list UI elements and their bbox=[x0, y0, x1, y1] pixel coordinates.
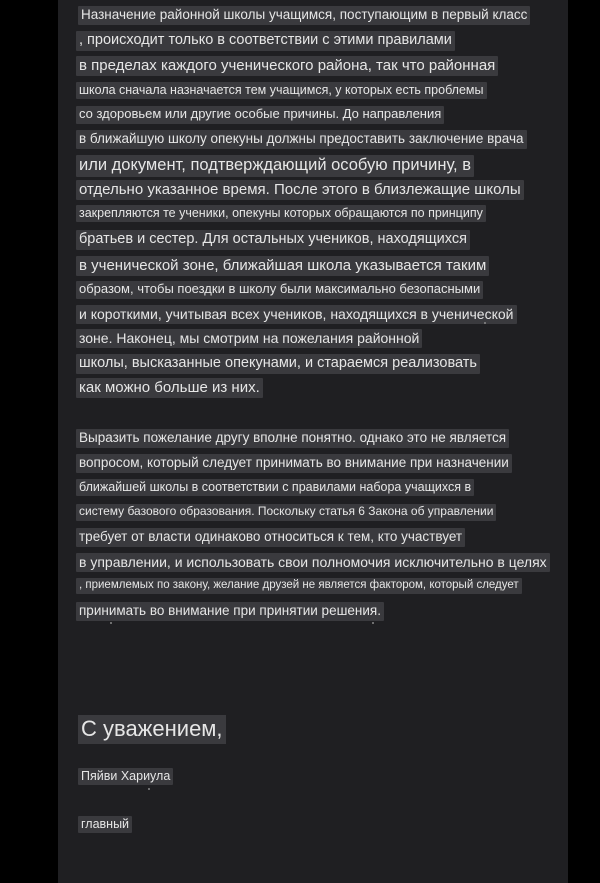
text-line: Выразить пожелание другу вполне понятно. однако это не является bbox=[76, 429, 509, 448]
signature-name: Пяйви Хариула bbox=[78, 768, 173, 785]
text-line: зоне. Наконец, мы смотрим на пожелания районной bbox=[76, 329, 422, 348]
text-line: и короткими, учитывая всех учеников, находящихся в ученической bbox=[76, 305, 517, 324]
text-line: закрепляются те ученики, опекуны которых обращаются по принципу bbox=[76, 205, 486, 222]
document-page bbox=[58, 0, 568, 883]
text-line: , приемлемых по закону, желание друзей не является фактором, который следует bbox=[76, 578, 522, 594]
text-line: отдельно указанное время. После этого в близлежащие школы bbox=[76, 180, 524, 200]
text-line: систему базового образования. Поскольку статья 6 Закона об управлении bbox=[76, 504, 496, 521]
text-line: ближайшей школы в соответствии с правилами набора учащихся в bbox=[76, 479, 474, 496]
text-line: братьев и сестер. Для остальных учеников, находящихся bbox=[76, 230, 470, 250]
scan-artifact bbox=[148, 788, 150, 790]
text-line: как можно больше из них. bbox=[76, 378, 263, 398]
text-line: , происходит только в соответствии с этими правилами bbox=[76, 31, 455, 51]
signature-title: главный bbox=[78, 816, 132, 833]
text-line: в управлении, и использовать свои полномочия исключительно в целях bbox=[76, 553, 550, 572]
scan-artifact bbox=[110, 622, 112, 624]
text-line: со здоровьем или другие особые причины. До направления bbox=[76, 106, 444, 124]
scan-artifact bbox=[484, 322, 486, 324]
text-line: вопросом, который следует принимать во внимание при назначении bbox=[76, 454, 512, 473]
text-line: требует от власти одинаково относиться к тем, кто участвует bbox=[76, 528, 465, 547]
text-line: в ближайшую школу опекуны должны предоставить заключение врача bbox=[76, 130, 527, 149]
text-line: в пределах каждого ученического района, так что районная bbox=[76, 56, 498, 76]
text-line: принимать во внимание при принятии решения. bbox=[76, 602, 384, 621]
text-line: школы, высказанные опекунами, и стараемся реализовать bbox=[76, 354, 480, 374]
closing-salutation: С уважением, bbox=[78, 715, 226, 744]
text-line: образом, чтобы поездки в школу были максимально безопасными bbox=[76, 281, 483, 299]
scan-artifact bbox=[372, 622, 374, 624]
text-line: или документ, подтверждающий особую причину, в bbox=[76, 155, 474, 177]
text-line: школа сначала назначается тем учащимся, у которых есть проблемы bbox=[76, 82, 487, 99]
text-line: Назначение районной школы учащимся, поступающим в первый класс bbox=[78, 6, 530, 25]
text-line: в ученической зоне, ближайшая школа указывается таким bbox=[76, 256, 489, 276]
